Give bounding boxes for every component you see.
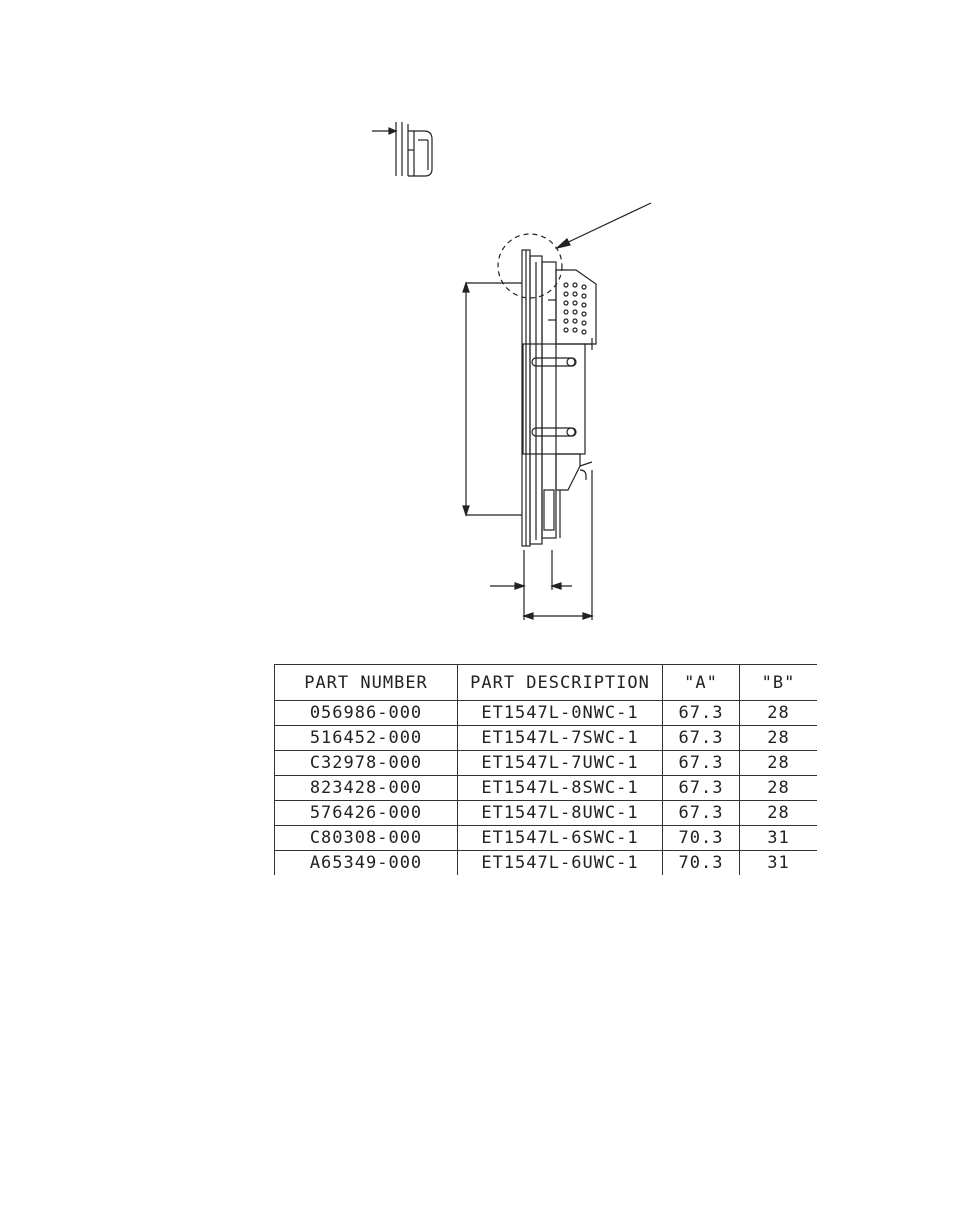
table-row bbox=[275, 826, 818, 851]
dimension-a bbox=[524, 470, 592, 620]
vertical-dimension bbox=[463, 283, 522, 515]
cell-a: 67.3 bbox=[663, 701, 740, 726]
detail-view bbox=[372, 122, 432, 176]
cell-a: 67.3 bbox=[663, 801, 740, 826]
header-b: "B" bbox=[740, 665, 818, 701]
cell-b: 28 bbox=[740, 801, 818, 826]
cell-b: 28 bbox=[740, 751, 818, 776]
cell-part-number: 823428-000 bbox=[275, 776, 458, 801]
dimension-b bbox=[490, 550, 572, 620]
cell-part-number: A65349-000 bbox=[275, 851, 458, 876]
cell-part-number: 576426-000 bbox=[275, 801, 458, 826]
cell-b: 28 bbox=[740, 701, 818, 726]
table-row bbox=[275, 751, 818, 776]
cell-part-number: C32978-000 bbox=[275, 751, 458, 776]
cell-a: 70.3 bbox=[663, 826, 740, 851]
cell-a: 67.3 bbox=[663, 776, 740, 801]
cell-b: 31 bbox=[740, 851, 818, 876]
table-row bbox=[275, 701, 818, 726]
detail-leader-arrow bbox=[557, 203, 651, 248]
cell-a: 67.3 bbox=[663, 726, 740, 751]
cell-part-description: ET1547L-0NWC-1 bbox=[458, 701, 663, 726]
cell-b: 28 bbox=[740, 726, 818, 751]
cell-part-description: ET1547L-6SWC-1 bbox=[458, 826, 663, 851]
cell-b: 28 bbox=[740, 776, 818, 801]
part-number-table bbox=[274, 664, 817, 875]
cell-part-description: ET1547L-8UWC-1 bbox=[458, 801, 663, 826]
monitor-side-view bbox=[522, 250, 596, 546]
vent-holes bbox=[564, 283, 586, 334]
cell-a: 67.3 bbox=[663, 751, 740, 776]
cell-b: 31 bbox=[740, 826, 818, 851]
header-a: "A" bbox=[663, 665, 740, 701]
table-row bbox=[275, 851, 818, 876]
cell-part-number: 516452-000 bbox=[275, 726, 458, 751]
cell-part-description: ET1547L-7SWC-1 bbox=[458, 726, 663, 751]
cell-part-number: C80308-000 bbox=[275, 826, 458, 851]
cell-part-description: ET1547L-8SWC-1 bbox=[458, 776, 663, 801]
header-part-description: PART DESCRIPTION bbox=[458, 665, 663, 701]
table-row bbox=[275, 776, 818, 801]
cell-a: 70.3 bbox=[663, 851, 740, 876]
table-row bbox=[275, 726, 818, 751]
cell-part-description: ET1547L-6UWC-1 bbox=[458, 851, 663, 876]
cell-part-description: ET1547L-7UWC-1 bbox=[458, 751, 663, 776]
table-row bbox=[275, 801, 818, 826]
cell-part-number: 056986-000 bbox=[275, 701, 458, 726]
table-header-row bbox=[275, 665, 818, 701]
header-part-number: PART NUMBER bbox=[275, 665, 458, 701]
